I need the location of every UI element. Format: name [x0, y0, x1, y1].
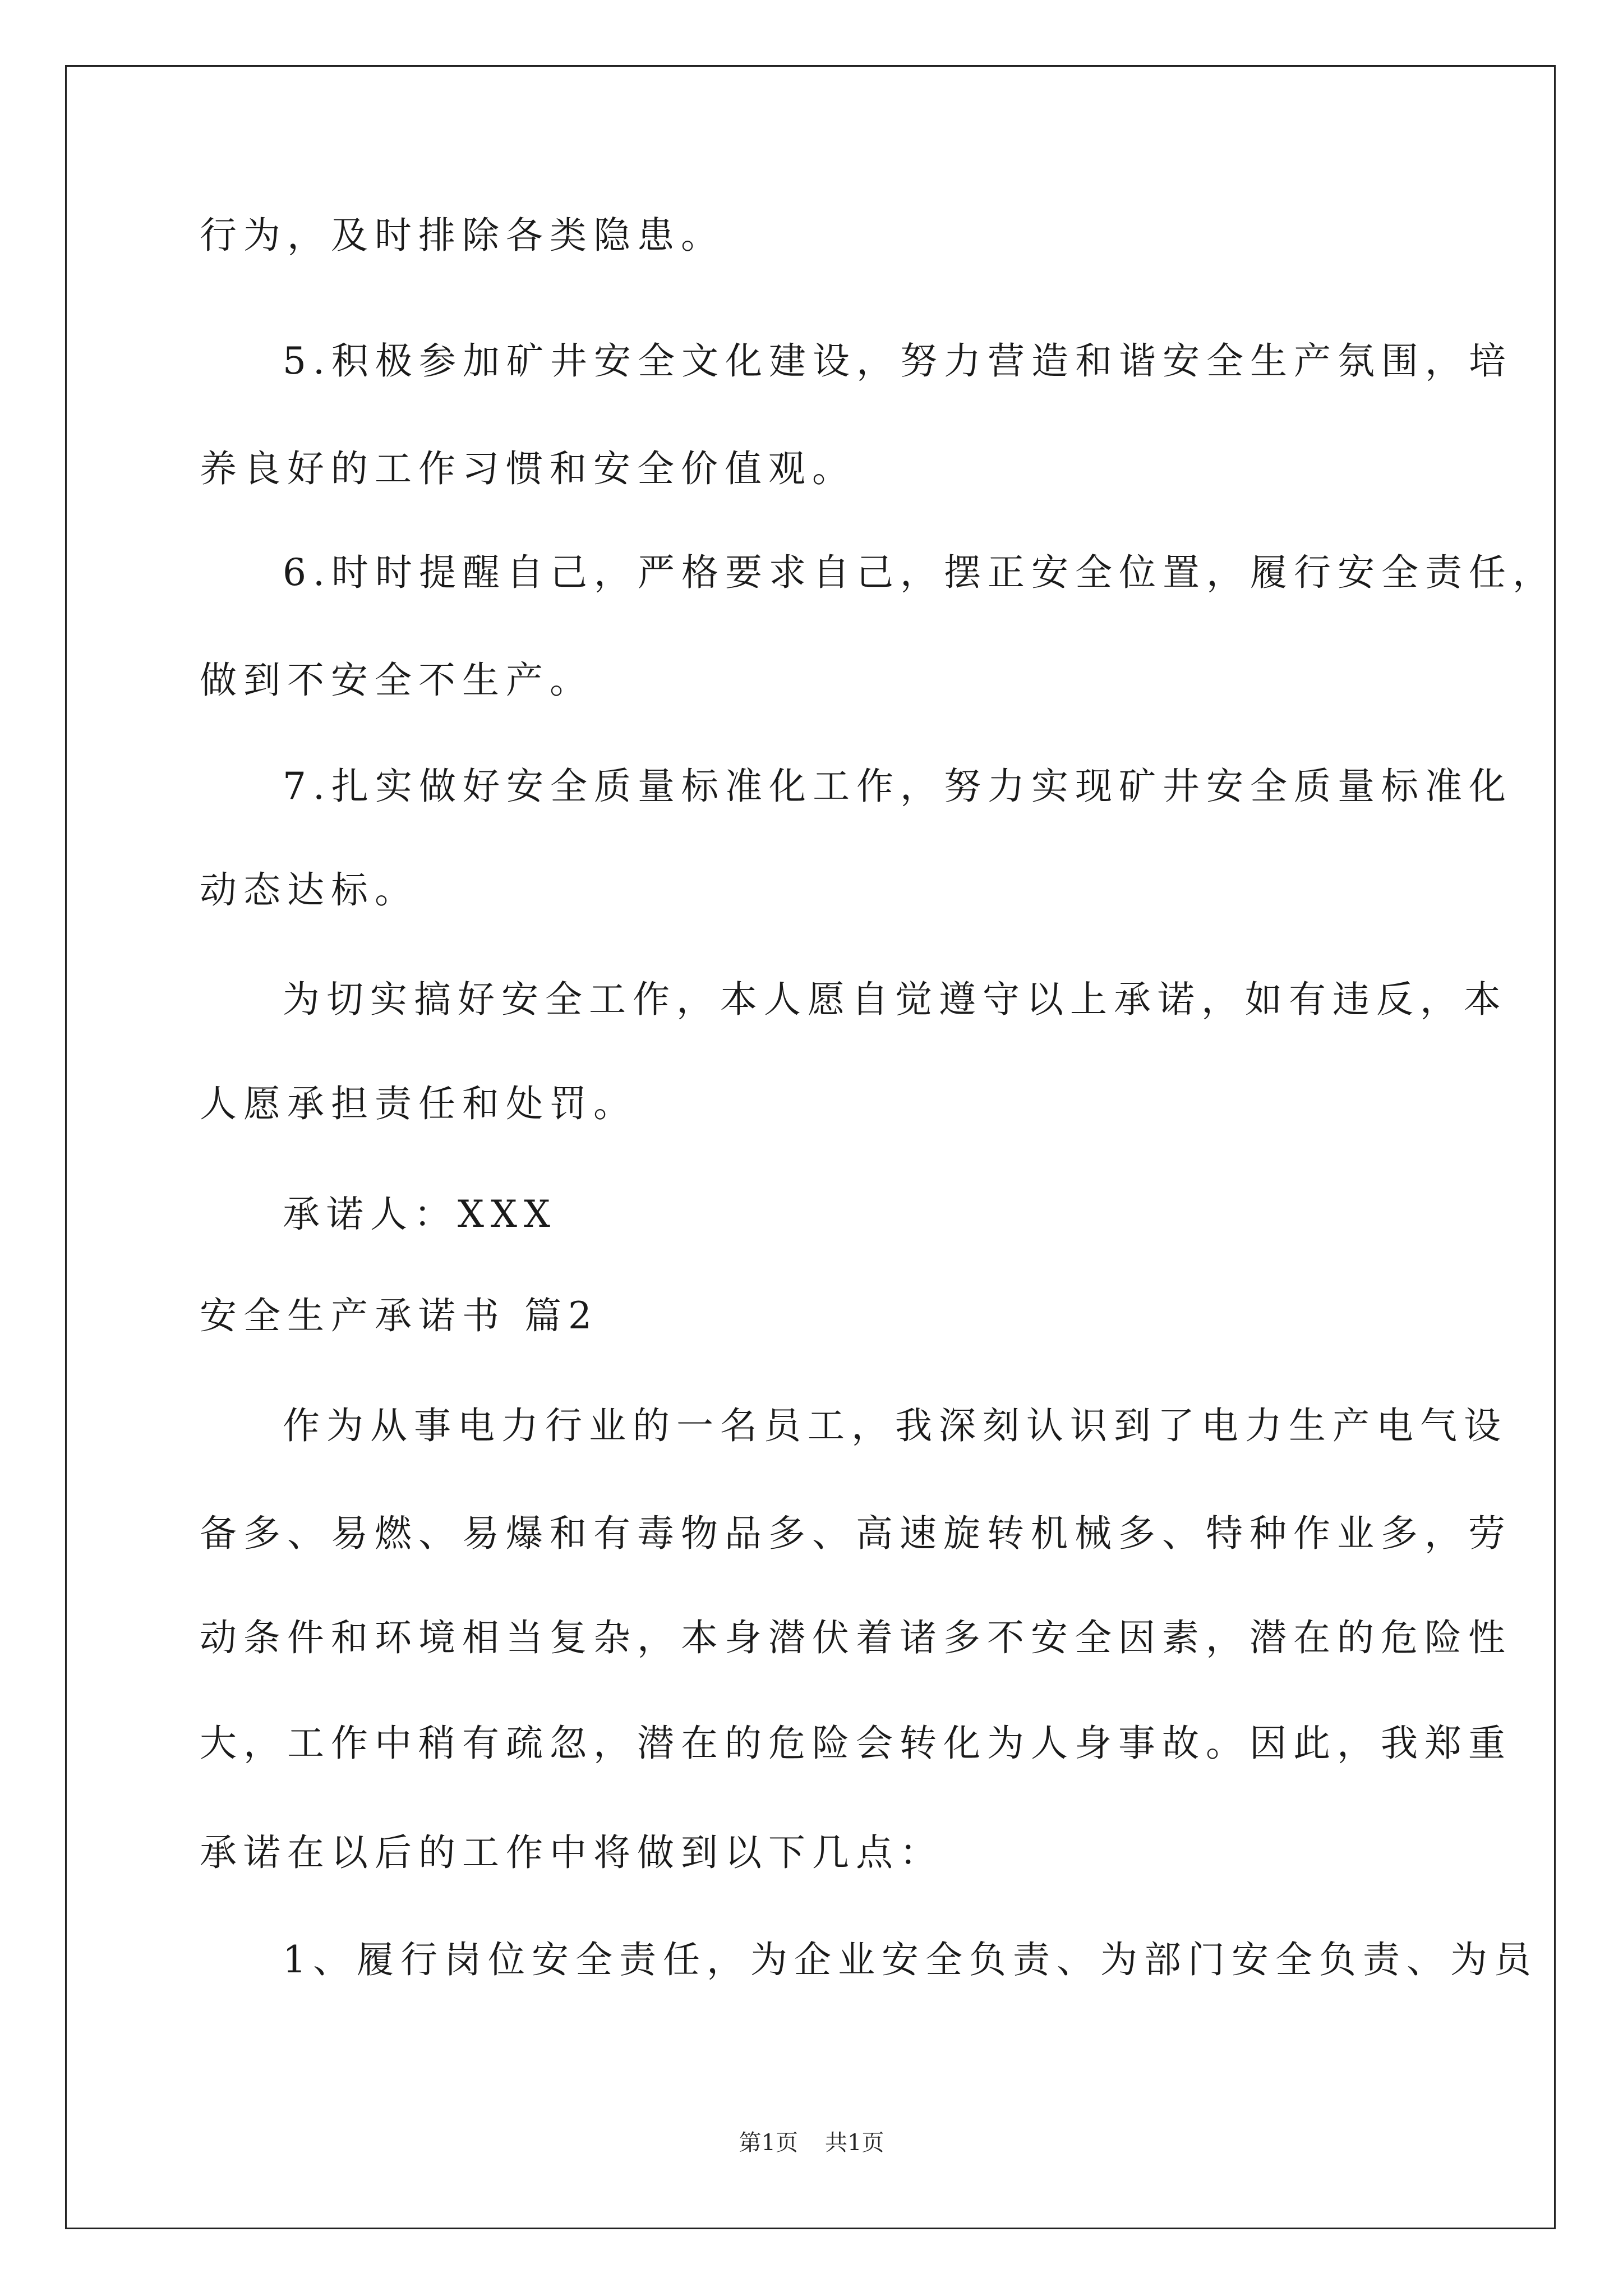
text-line: 6.时时提醒自己，严格要求自己，摆正安全位置，履行安全责任， [283, 551, 1556, 594]
text-line: 人愿承担责任和处罚。 [200, 1082, 637, 1125]
text-line: 承诺在以后的工作中将做到以下几点： [200, 1831, 943, 1874]
text-line: 为切实搞好安全工作，本人愿自觉遵守以上承诺，如有违反，本 [283, 978, 1507, 1021]
section-heading: 安全生产承诺书 篇2 [200, 1294, 598, 1337]
page-footer [0, 2126, 1623, 2160]
text-line: 做到不安全不生产。 [200, 659, 593, 702]
text-line: 动条件和环境相当复杂，本身潜伏着诸多不安全因素，潜在的危险性 [200, 1616, 1512, 1659]
page-number-current: 第1页 [739, 2130, 798, 2156]
text-line: 动态达标。 [200, 868, 418, 912]
page-number-total: 共1页 [825, 2130, 884, 2156]
text-line: 作为从事电力行业的一名员工，我深刻认识到了电力生产电气设 [283, 1404, 1507, 1447]
text-line: 养良好的工作习惯和安全价值观。 [200, 447, 856, 490]
signature-line: 承诺人：XXX [283, 1193, 557, 1236]
text-line: 5.积极参加矿井安全文化建设，努力营造和谐安全生产氛围，培 [283, 339, 1513, 383]
text-line: 行为，及时排除各类隐患。 [200, 214, 725, 257]
text-line: 大，工作中稍有疏忽，潜在的危险会转化为人身事故。因此，我郑重 [200, 1722, 1512, 1765]
text-line: 1、履行岗位安全责任，为企业安全负责、为部门安全负责、为员 [283, 1938, 1538, 1981]
text-line: 备多、易燃、易爆和有毒物品多、高速旋转机械多、特种作业多，劳 [200, 1512, 1512, 1555]
text-line: 7.扎实做好安全质量标准化工作，努力实现矿井安全质量标准化 [283, 765, 1513, 808]
page-border [65, 65, 1556, 2229]
